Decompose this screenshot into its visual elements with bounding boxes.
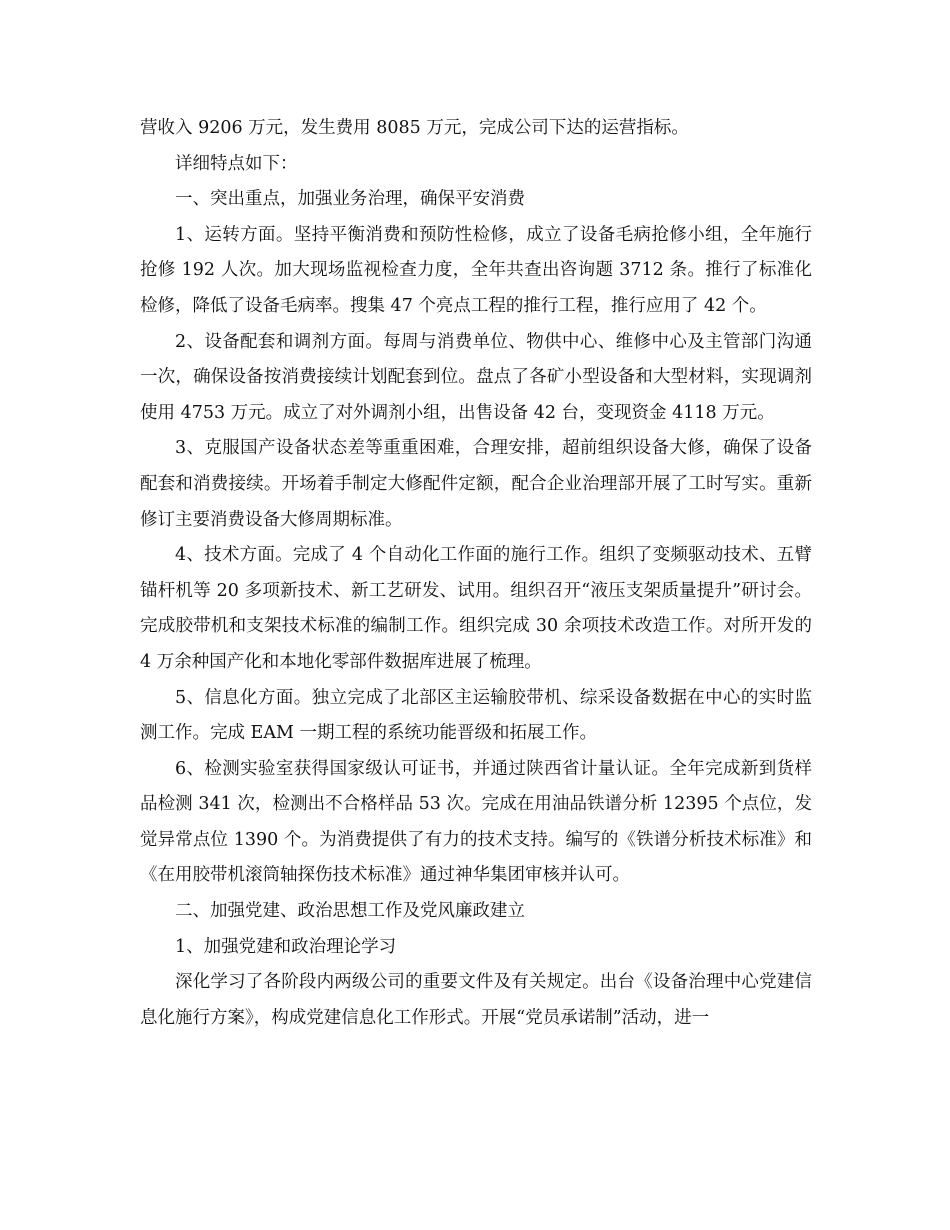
paragraph-technology: 4、技术方面。完成了 4 个自动化工作面的施行工作。组织了变频驱动技术、五臂锚杆机等 20 多项新技术、新工艺研发、试用。组织召开“液压支架质量提升”研讨会。完成胶带机和支架技术标准的编制工作。组织完成 30 余项技术改造工作。对所开发的 4 万余种国产化和本地化零部件数据库进展了梳理。: [140, 545, 812, 672]
paragraph-laboratory: 6、检测实验室获得国家级认可证书，并通过陕西省计量认证。全年完成新到货样品检测 341 次，检测出不合格样品 53 次。完成在用油品铁谱分析 12395 个点位，发觉异常点位 1390 个。为消费提供了有力的技术支持。编写的《铁谱分析技术标准》和《在用胶带机滚筒轴探伤技术标准》通过神华集团审核并认可。: [140, 758, 812, 886]
paragraph-overhaul: 3、克服国产设备状态差等重重困难，合理安排，超前组织设备大修，确保了设备配套和消费接续。开场着手制定大修配件定额，配合企业治理部开展了工时写实。重新修订主要消费设备大修周期标准。: [140, 438, 812, 530]
paragraph-continuation: 营收入 9206 万元，发生费用 8085 万元，完成公司下达的运营指标。: [140, 118, 689, 138]
section-heading-2: 二、加强党建、政治思想工作及党风廉政建立: [175, 901, 525, 922]
paragraph-party-study: 深化学习了各阶段内两级公司的重要文件及有关规定。出台《设备治理中心党建信息化施行方案》，构成党建信息化工作形式。开展“党员承诺制”活动，进一: [140, 972, 812, 1028]
paragraph-equipment-adjustment: 2、设备配套和调剂方面。每周与消费单位、物供中心、维修中心及主管部门沟通一次，确保设备按消费接续计划配套到位。盘点了各矿小型设备和大型材料，实现调剂使用 4753 万元。成立了对外调剂小组，出售设备 42 台，变现资金 4118 万元。: [140, 331, 812, 423]
paragraph-informatization: 5、信息化方面。独立完成了北部区主运输胶带机、综采设备数据在中心的实时监测工作。完成 EAM 一期工程的系统功能晋级和拓展工作。: [140, 687, 812, 744]
subsection-heading-party-study: 1、加强党建和政治理论学习: [175, 936, 397, 957]
document-body: [140, 111, 812, 1036]
section-heading-1: 一、突出重点，加强业务治理，确保平安消费: [175, 189, 525, 210]
paragraph-details-intro: 详细特点如下：: [175, 153, 298, 174]
paragraph-operation: 1、运转方面。坚持平衡消费和预防性检修，成立了设备毛病抢修小组，全年施行抢修 192 人次。加大现场监视检查力度，全年共查出咨询题 3712 条。推行了标准化检修，降低了设备毛病率。搜集 47 个亮点工程的推行工程，推行应用了 42 个。: [140, 224, 812, 316]
